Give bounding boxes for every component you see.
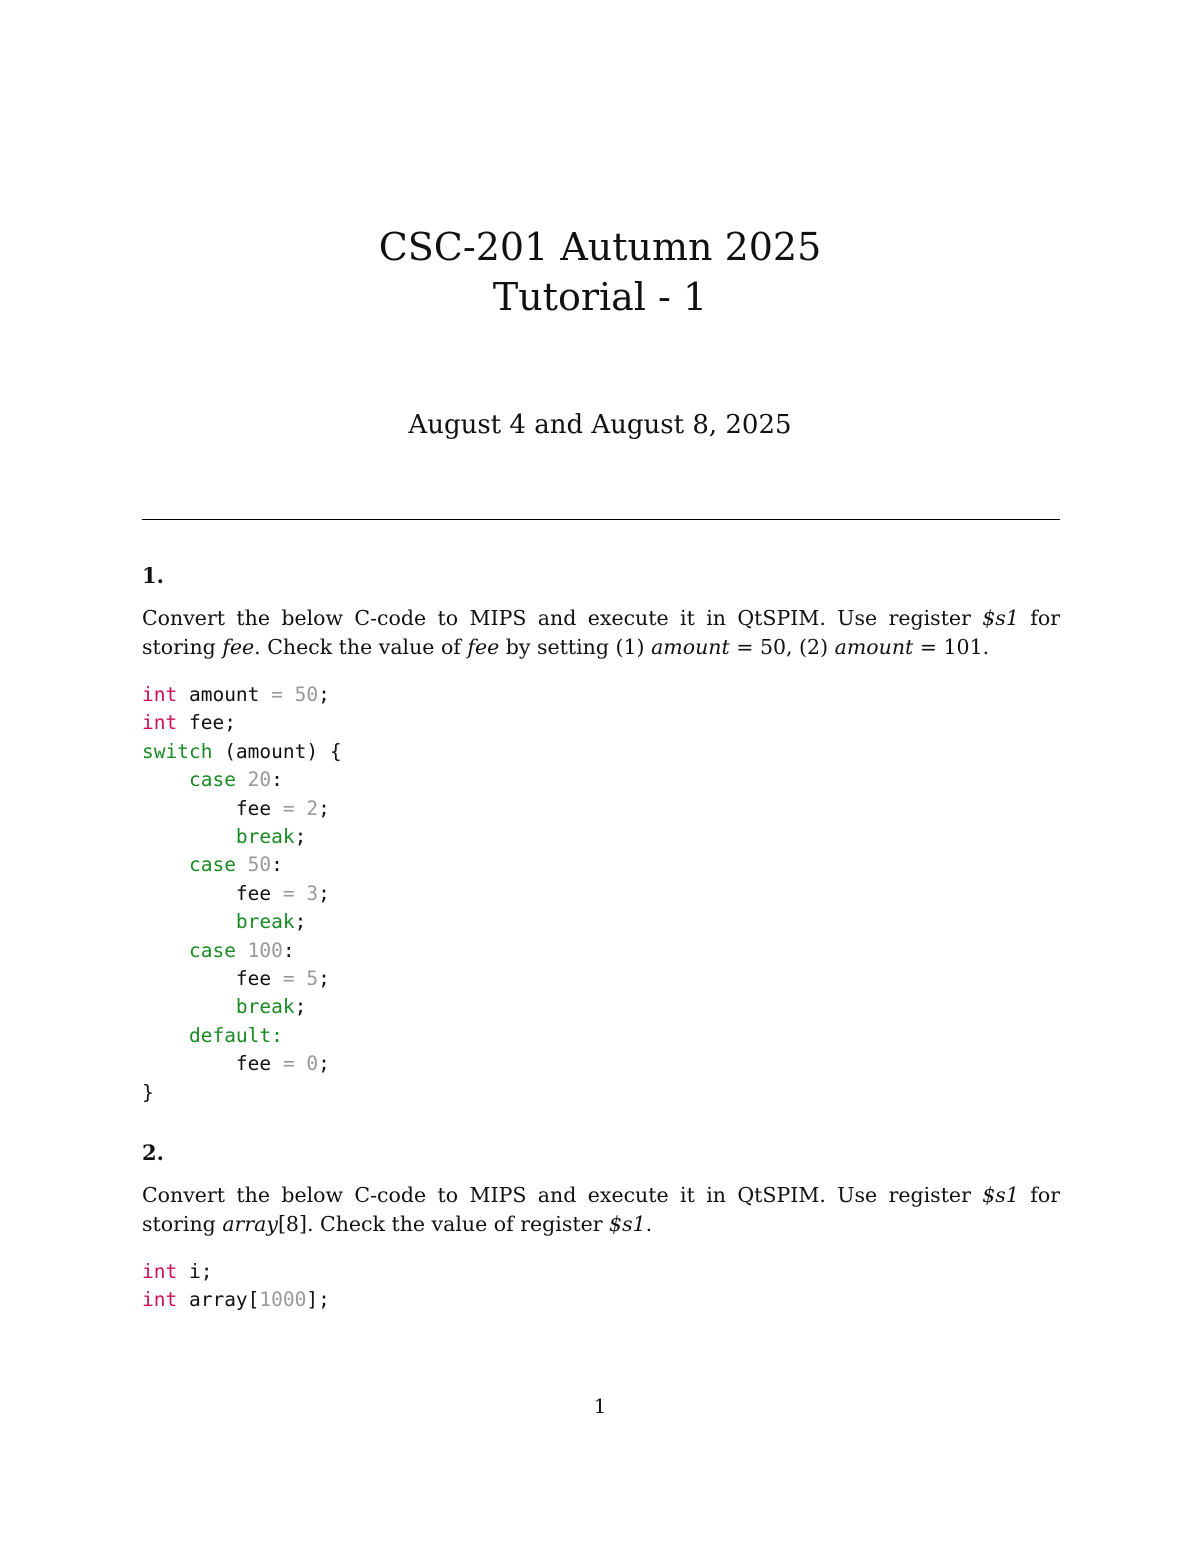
code-line: } [142,1080,154,1104]
question-2-text: Convert the below C-code to MIPS and execute it in QtSPIM. Use register $s1 for storing array[8]. Check the value of register $s1. [142,1183,1060,1236]
code-line: switch (amount) { [142,739,342,763]
code-line: int fee; [142,711,236,735]
question-2-code-block [142,1258,330,1315]
question-1-code-block [142,681,342,1107]
code-line: default: [188,1023,283,1047]
code-line: int array[1000]; [142,1288,330,1312]
code-line: fee = 3; [235,881,330,905]
question-1-text: Convert the below C-code to MIPS and execute it in QtSPIM. Use register $s1 for storing fee. Check the value of fee by setting (1) amount = 50, (2) amount = 101. [142,606,1060,659]
code-line: break; [235,910,307,934]
code-line: fee = 5; [235,967,330,991]
tutorial-date: August 4 and August 8, 2025 [408,410,792,440]
code-line: fee = 2; [235,796,330,820]
code-line: int i; [142,1260,213,1283]
code-line: case 100: [188,938,295,962]
code-line: case 50: [188,853,283,877]
question-1-number: 1. [142,563,164,588]
code-line: fee = 0; [235,1052,330,1076]
code-line: break; [235,825,307,849]
code-line: break; [235,995,307,1019]
code-line: int amount = 50; [142,683,330,706]
code-line: case 20: [188,768,283,792]
horizontal-rule [142,519,1060,520]
course-title: CSC-201 Autumn 2025 [378,225,822,269]
question-2-number: 2. [142,1140,164,1165]
tutorial-title: Tutorial - 1 [492,275,708,319]
page-number: 1 [593,1394,607,1418]
